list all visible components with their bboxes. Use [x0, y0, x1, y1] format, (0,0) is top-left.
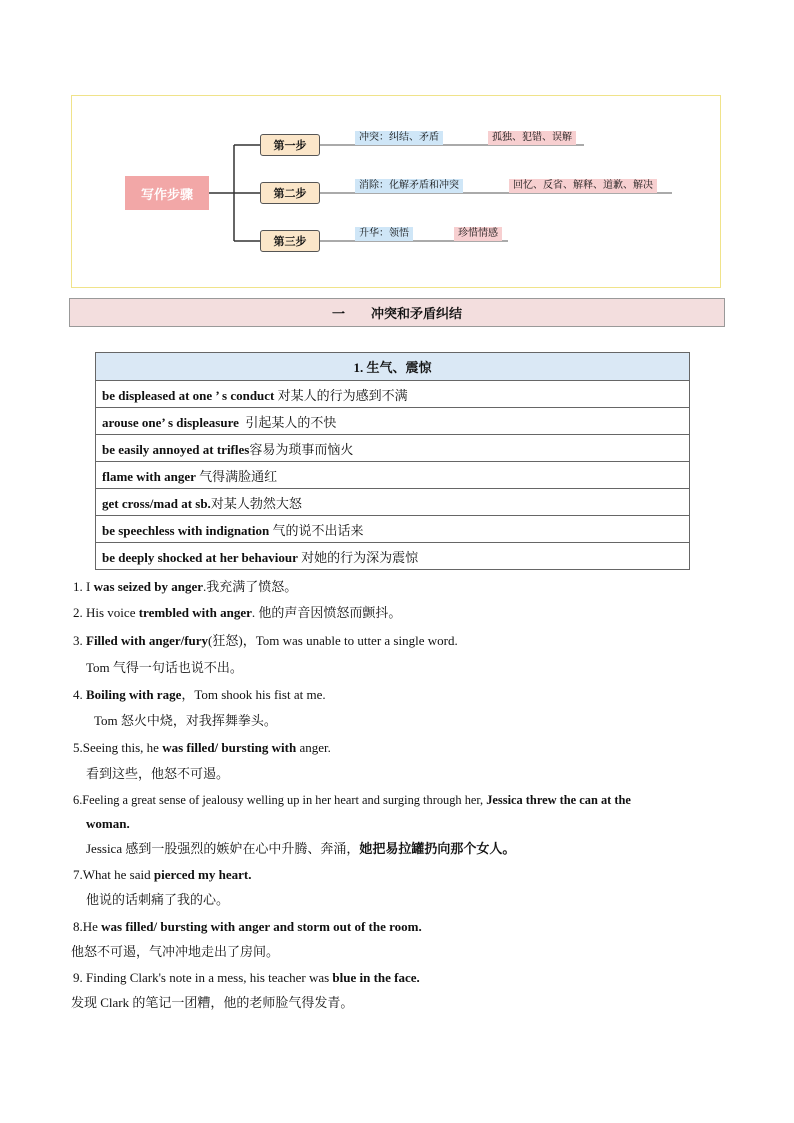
- sentence-4-translation: Tom 怒火中烧，对我挥舞拳头。: [94, 713, 277, 728]
- phrase-en: be easily annoyed at trifles: [102, 441, 250, 457]
- sentence-5-translation: 看到这些，他怒不可遏。: [86, 766, 230, 781]
- section-number: 一: [331, 306, 345, 321]
- sentence-9: 9. Finding Clark's note in a mess, his teacher was blue in the face.: [73, 970, 420, 985]
- sentence-3-translation: Tom 气得一句话也说不出。: [86, 660, 243, 675]
- step-2-node: 第二步: [260, 182, 320, 204]
- phrase-en: arouse one’ s displeasure: [102, 414, 239, 430]
- table-row: [96, 381, 690, 408]
- section-title-text: 冲突和矛盾纠结: [371, 306, 463, 321]
- phrase-en: be speechless with indignation: [102, 522, 270, 538]
- step-3-node: 第三步: [260, 230, 320, 252]
- phrase-cn: 容易为琐事而恼火: [249, 441, 354, 457]
- step-2-resolve-tag: 消除：化解矛盾和冲突: [355, 179, 463, 193]
- phrase-cn: 对某人的行为感到不满: [274, 387, 408, 403]
- phrase-cn: 气的说不出话来: [269, 522, 364, 538]
- phrase-en: be displeased at one ’ s conduct: [102, 387, 275, 403]
- step-1-node: 第一步: [260, 134, 320, 156]
- section-title: [69, 298, 725, 327]
- phrase-cn: 对某人勃然大怒: [210, 495, 302, 511]
- phrase-cn: 气得满脸通红: [195, 468, 278, 484]
- phrase-cn: 引起某人的不快: [238, 414, 337, 430]
- sentence-1: 1. I was seized by anger.我充满了愤怒。: [73, 579, 298, 594]
- sentence-7-translation: 他说的话刺痛了我的心。: [86, 892, 230, 907]
- phrase-en: flame with anger: [102, 468, 196, 484]
- sentence-6-translation: Jessica 感到一股强烈的嫉妒在心中升腾、奔涌，她把易拉罐扔向那个女人。: [86, 841, 516, 856]
- table-row: [96, 489, 690, 516]
- sentence-8-translation: 他怒不可遏，气冲冲地走出了房间。: [71, 944, 280, 959]
- table-row: [96, 462, 690, 489]
- table-row: [96, 408, 690, 435]
- sentence-8: 8.He was filled/ bursting with anger and storm out of the room.: [73, 919, 422, 934]
- table-row: [96, 516, 690, 543]
- step-1-detail-tag: 孤独、犯错、误解: [488, 131, 576, 145]
- step-1-conflict-tag: 冲突：纠结、矛盾: [355, 131, 443, 145]
- table-row: [96, 435, 690, 462]
- sentence-9-translation: 发现 Clark 的笔记一团糟，他的老师脸气得发青。: [71, 995, 354, 1010]
- table-row: [96, 543, 690, 570]
- step-3-sublimate-tag: 升华：领悟: [355, 227, 413, 241]
- sentence-4: 4. Boiling with rage，Tom shook his fist at me.: [73, 687, 326, 702]
- phrase-en: get cross/mad at sb.: [102, 495, 211, 511]
- sentence-7: 7.What he said pierced my heart.: [73, 867, 252, 882]
- writing-steps-mindmap: [71, 95, 721, 288]
- sentence-6-continued: woman.: [86, 816, 130, 831]
- sentence-2: 2. His voice trembled with anger. 他的声音因愤怒而颤抖。: [73, 605, 402, 620]
- phrase-cn: 对她的行为深为震惊: [297, 549, 419, 565]
- mindmap-root: 写作步骤: [125, 176, 209, 210]
- sentence-5: 5.Seeing this, he was filled/ bursting with anger.: [73, 740, 331, 755]
- sentence-6: 6.Feeling a great sense of jealousy welling up in her heart and surging through her, Jessica threw the can at the: [73, 793, 631, 807]
- sentence-3: 3. Filled with anger/fury(狂怒)，Tom was unable to utter a single word.: [73, 633, 458, 648]
- phrase-en: be deeply shocked at her behaviour: [102, 549, 298, 565]
- step-2-detail-tag: 回忆、反省、解释、道歉、解决: [509, 179, 657, 193]
- step-3-detail-tag: 珍惜情感: [454, 227, 502, 241]
- table-header: 1. 生气、震惊: [96, 353, 690, 381]
- vocab-table: [95, 352, 690, 570]
